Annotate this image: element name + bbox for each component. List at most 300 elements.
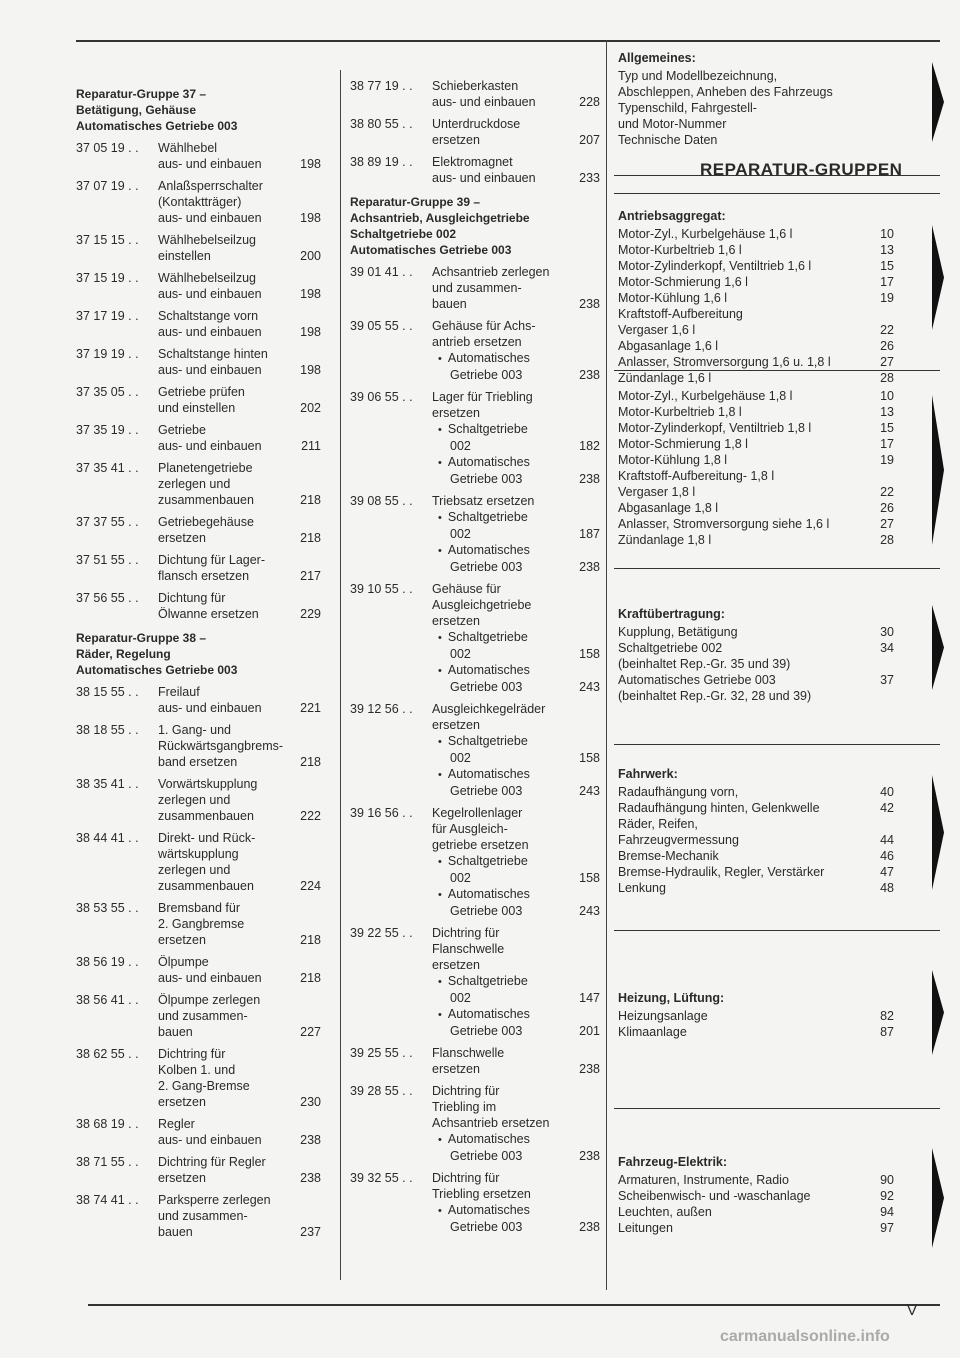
description-line	[158, 156, 321, 172]
page-ref: 218	[300, 933, 321, 947]
description-text: Dichtring für Regler	[158, 1155, 266, 1169]
rule-antrieb-top	[614, 193, 940, 194]
description-line	[432, 853, 600, 870]
section-row-label: Armaturen, Instrumente, Radio	[618, 1173, 789, 1187]
repair-code: 37 15 15 . .	[76, 233, 139, 247]
description-line	[158, 362, 321, 378]
repair-code: 38 56 19 . .	[76, 955, 139, 969]
reparatur-gruppen-title: REPARATUR-GRUPPEN	[700, 160, 903, 179]
description-line	[158, 606, 321, 622]
group-heading-line: Betätigung, Gehäuse	[76, 103, 197, 117]
section-row	[618, 436, 894, 452]
repair-entry	[350, 1083, 600, 1164]
section-row	[618, 1172, 894, 1188]
page-ref: 243	[579, 904, 600, 918]
description-line	[432, 629, 600, 646]
repair-description	[158, 1192, 321, 1240]
description-line	[432, 679, 600, 695]
description-line	[158, 1192, 321, 1208]
description-text: Parksperre zerlegen	[158, 1193, 271, 1207]
description-line	[158, 1062, 321, 1078]
section-line: Abschleppen, Anheben des Fahrzeugs	[618, 85, 833, 99]
tab-marker-fahrwerk	[932, 775, 944, 890]
description-line	[158, 1170, 321, 1186]
description-text: Ölpumpe	[158, 955, 209, 969]
repair-entry	[76, 232, 321, 264]
section-antrieb	[618, 208, 894, 386]
bullet-item: • Automatisches	[432, 1006, 530, 1023]
section-row-page: 30	[880, 625, 894, 639]
section-row-label: Leitungen	[618, 1221, 673, 1235]
description-line	[432, 438, 600, 454]
repair-description	[158, 684, 321, 716]
description-line	[158, 970, 321, 986]
group-heading-line: Reparatur-Gruppe 37 –	[76, 87, 207, 101]
bullet-item: • Automatisches	[432, 1202, 530, 1219]
description-text: aus- und einbauen	[432, 95, 536, 109]
repair-code: 38 44 41 . .	[76, 831, 139, 845]
description-line	[432, 1061, 600, 1077]
repair-code: 37 07 19 . .	[76, 179, 139, 193]
repair-entry	[76, 270, 321, 302]
page-ref: 221	[300, 701, 321, 715]
repair-code: 39 32 55 . .	[350, 1171, 413, 1185]
repair-description	[432, 389, 600, 487]
column-divider	[340, 70, 341, 1280]
description-text: Getriebe 003	[450, 904, 523, 918]
description-line	[432, 886, 600, 903]
section-row-label: Räder, Reifen,	[618, 817, 698, 831]
repair-entry	[76, 460, 321, 508]
description-line	[158, 210, 321, 226]
repair-code: 37 05 19 . .	[76, 141, 139, 155]
description-line	[432, 1115, 600, 1131]
repair-description	[158, 590, 321, 622]
repair-code: 37 15 19 . .	[76, 271, 139, 285]
section-row	[618, 816, 894, 832]
section-row-label: Motor-Kurbeltrieb 1,8 l	[618, 405, 742, 419]
description-line	[158, 932, 321, 948]
rule-elektrik-top	[614, 1108, 940, 1109]
section-row-page: 27	[880, 517, 894, 531]
description-line	[158, 1094, 321, 1110]
description-text: Getriebe 003	[450, 784, 523, 798]
page-ref: 217	[300, 569, 321, 583]
section-row-page: 13	[880, 405, 894, 419]
repair-entry	[350, 116, 600, 148]
description-text: Getriebe 003	[450, 560, 523, 574]
description-text: und zusammen-	[432, 281, 522, 295]
description-line	[432, 613, 600, 629]
description-line	[158, 722, 321, 738]
repair-description	[158, 140, 321, 172]
description-line	[158, 270, 321, 286]
page-ref: 218	[300, 971, 321, 985]
description-line	[432, 471, 600, 487]
description-line	[432, 662, 600, 679]
description-text: zusammenbauen	[158, 493, 254, 507]
repair-code: 38 56 41 . .	[76, 993, 139, 1007]
repair-code: 39 08 55 . .	[350, 494, 413, 508]
description-text: Wählhebelseilzug	[158, 271, 256, 285]
repair-code: 39 16 56 . .	[350, 806, 413, 820]
description-line	[158, 792, 321, 808]
description-line	[432, 973, 600, 990]
description-line	[432, 559, 600, 575]
section-row-page: 26	[880, 501, 894, 515]
page-ref: 201	[579, 1024, 600, 1038]
bullet-item: • Schaltgetriebe	[432, 421, 528, 438]
repair-description	[432, 264, 600, 312]
section-row-label: Vergaser 1,6 l	[618, 323, 696, 337]
page-ref: 200	[300, 249, 321, 263]
repair-description	[432, 701, 600, 799]
section-row-label: Abgasanlage 1,8 l	[618, 501, 719, 515]
section-row-page: 40	[880, 785, 894, 799]
description-line	[432, 1170, 600, 1186]
section-heading: Allgemeines:	[618, 51, 696, 65]
repair-description	[158, 722, 321, 770]
section-row	[618, 388, 894, 404]
repair-entry	[76, 422, 321, 454]
section-row-label: (beinhaltet Rep.-Gr. 32, 28 und 39)	[618, 689, 812, 703]
description-line	[432, 1131, 600, 1148]
description-line	[432, 597, 600, 613]
section-row-page: 28	[880, 371, 894, 385]
description-text: Kegelrollenlager	[432, 806, 523, 820]
description-line	[432, 318, 600, 334]
bullet-item: • Automatisches	[432, 886, 530, 903]
section-row-page: 15	[880, 421, 894, 435]
repair-code: 37 19 19 . .	[76, 347, 139, 361]
section-row-label: Heizungsanlage	[618, 1009, 708, 1023]
page-ref: 238	[579, 472, 600, 486]
repair-entry	[76, 992, 321, 1040]
repair-description	[432, 493, 600, 575]
repair-description	[158, 514, 321, 546]
description-text: und einstellen	[158, 401, 236, 415]
repair-description	[158, 1154, 321, 1186]
description-text: getriebe ersetzen	[432, 838, 529, 852]
section-row	[618, 242, 894, 258]
description-line	[432, 1186, 600, 1202]
description-line	[158, 900, 321, 916]
section-row	[618, 354, 894, 370]
section-row	[618, 274, 894, 290]
description-text: aus- und einbauen	[158, 701, 262, 715]
description-text: 002	[450, 871, 471, 885]
repair-code: 39 06 55 . .	[350, 390, 413, 404]
group-heading-line: Räder, Regelung	[76, 647, 171, 661]
description-line	[158, 194, 321, 210]
description-text: Achsantrieb ersetzen	[432, 1116, 550, 1130]
description-line	[158, 568, 321, 584]
section-heading: Heizung, Lüftung:	[618, 991, 725, 1005]
description-line	[158, 1008, 321, 1024]
repair-description	[158, 1046, 321, 1110]
repair-description	[158, 1116, 321, 1148]
group-heading-line: Automatisches Getriebe 003	[76, 663, 238, 677]
section-row	[618, 306, 894, 322]
description-text: Unterdruckdose	[432, 117, 521, 131]
repair-description	[432, 154, 600, 186]
description-text: und zusammen-	[158, 1009, 248, 1023]
column-middle	[350, 78, 600, 1241]
repair-entry	[76, 308, 321, 340]
description-line	[432, 990, 600, 1006]
description-text: 002	[450, 527, 471, 541]
repair-entry	[350, 78, 600, 110]
section-fahrwerk	[618, 766, 894, 896]
description-line	[432, 701, 600, 717]
repair-description	[432, 581, 600, 695]
bullet-item: • Schaltgetriebe	[432, 629, 528, 646]
description-text: Schaltstange vorn	[158, 309, 259, 323]
section-row	[618, 784, 894, 800]
section-row	[618, 688, 894, 704]
description-text: (Kontaktträger)	[158, 195, 242, 209]
description-line	[432, 1045, 600, 1061]
description-text: Bremsband für	[158, 901, 240, 915]
description-text: aus- und einbauen	[158, 363, 262, 377]
description-line	[432, 454, 600, 471]
description-text: Triebling im	[432, 1100, 497, 1114]
section-row-page: 22	[880, 323, 894, 337]
section-row	[618, 1008, 894, 1024]
description-text: ersetzen	[432, 133, 480, 147]
repair-code: 38 15 55 . .	[76, 685, 139, 699]
page-ref: 227	[300, 1025, 321, 1039]
repair-code: 37 37 55 . .	[76, 515, 139, 529]
description-text: band ersetzen	[158, 755, 238, 769]
description-text: Wählhebel	[158, 141, 218, 155]
repair-entry	[350, 493, 600, 575]
section-line: Typ und Modellbezeichnung,	[618, 69, 778, 83]
repair-entry	[350, 1170, 600, 1235]
description-line	[158, 590, 321, 606]
section-row-page: 22	[880, 485, 894, 499]
repair-code: 38 74 41 . .	[76, 1193, 139, 1207]
description-text: bauen	[432, 297, 467, 311]
bullet-item: • Schaltgetriebe	[432, 733, 528, 750]
description-line	[432, 509, 600, 526]
repair-code: 37 35 05 . .	[76, 385, 139, 399]
description-line	[432, 717, 600, 733]
description-text: Planetengetriebe	[158, 461, 253, 475]
repair-entry	[76, 1154, 321, 1186]
repair-description	[158, 308, 321, 340]
section-row-label: Motor-Kühlung 1,6 l	[618, 291, 728, 305]
repair-entry	[76, 1046, 321, 1110]
description-text: aus- und einbauen	[158, 287, 262, 301]
section-row-label: Vergaser 1,8 l	[618, 485, 696, 499]
description-text: Ausgleichgetriebe	[432, 598, 532, 612]
description-line	[432, 264, 600, 280]
description-line	[432, 1148, 600, 1164]
repair-code: 39 28 55 . .	[350, 1084, 413, 1098]
description-line	[432, 837, 600, 853]
section-row	[618, 484, 894, 500]
page-ref: 182	[579, 439, 600, 453]
top-rule	[76, 40, 940, 42]
repair-description	[158, 178, 321, 226]
section-row-label: Motor-Zylinderkopf, Ventiltrieb 1,6 l	[618, 259, 812, 273]
description-text: ersetzen	[158, 933, 206, 947]
repair-entry	[76, 1116, 321, 1148]
repair-description	[158, 270, 321, 302]
page-ref: 238	[579, 1220, 600, 1234]
page-ref: 202	[300, 401, 321, 415]
page-ref: 243	[579, 680, 600, 694]
rule-heizung-top	[614, 930, 940, 931]
description-text: ersetzen	[432, 958, 480, 972]
description-text: aus- und einbauen	[158, 211, 262, 225]
group-heading	[76, 630, 321, 678]
description-line	[158, 422, 321, 438]
section-row	[618, 404, 894, 420]
description-text: Rückwärtsgangbrems-	[158, 739, 284, 753]
section-row	[618, 322, 894, 338]
section-row-page: 94	[880, 1205, 894, 1219]
repair-code: 37 35 19 . .	[76, 423, 139, 437]
section-row-page: 47	[880, 865, 894, 879]
section-row-label: Anlasser, Stromversorgung 1,6 u. 1,8 l	[618, 355, 831, 369]
description-line	[432, 542, 600, 559]
repair-entry	[350, 1045, 600, 1077]
bullet-item: • Automatisches	[432, 1131, 530, 1148]
bullet-item: • Automatisches	[432, 542, 530, 559]
page-ref: 198	[300, 287, 321, 301]
description-text: zusammenbauen	[158, 809, 254, 823]
repair-description	[158, 830, 321, 894]
description-text: 1. Gang- und	[158, 723, 231, 737]
section-row	[618, 338, 894, 354]
repair-description	[432, 1170, 600, 1235]
section-row-page: 19	[880, 291, 894, 305]
description-text: Dichtring für	[432, 1084, 500, 1098]
description-line	[432, 296, 600, 312]
description-text: Dichtring für	[158, 1047, 226, 1061]
repair-description	[432, 116, 600, 148]
description-text: ersetzen	[158, 531, 206, 545]
description-line	[432, 766, 600, 783]
description-text: Ausgleichkegelräder	[432, 702, 546, 716]
section-allgemeines	[618, 50, 894, 148]
page-ref: 187	[579, 527, 600, 541]
description-text: aus- und einbauen	[158, 971, 262, 985]
description-line	[432, 493, 600, 509]
section-row-page: 19	[880, 453, 894, 467]
description-line	[432, 925, 600, 941]
description-text: zerlegen und	[158, 863, 231, 877]
section-row-page: 92	[880, 1189, 894, 1203]
section-row	[618, 258, 894, 274]
bullet-item: • Automatisches	[432, 350, 530, 367]
repair-description	[432, 1045, 600, 1077]
repair-description	[432, 78, 600, 110]
section-row-label: Kupplung, Betätigung	[618, 625, 738, 639]
repair-entry	[350, 154, 600, 186]
description-text: Flanschwelle	[432, 1046, 505, 1060]
description-text: Achsantrieb zerlegen	[432, 265, 550, 279]
section-line: Technische Daten	[618, 133, 718, 147]
description-text: zerlegen und	[158, 793, 231, 807]
section-row-page: 37	[880, 673, 894, 687]
repair-code: 38 68 19 . .	[76, 1117, 139, 1131]
section-row	[618, 832, 894, 848]
description-line	[432, 581, 600, 597]
description-line	[432, 280, 600, 296]
repair-entry	[76, 178, 321, 226]
description-line	[158, 1154, 321, 1170]
page-ref: 230	[300, 1095, 321, 1109]
section-row-page: 42	[880, 801, 894, 815]
description-line	[432, 421, 600, 438]
description-text: für Ausgleich-	[432, 822, 508, 836]
description-line	[432, 1202, 600, 1219]
description-line	[432, 957, 600, 973]
description-text: Lager für Triebling	[432, 390, 533, 404]
description-text: Triebsatz ersetzen	[432, 494, 535, 508]
section-row	[618, 800, 894, 816]
description-text: Getriebe prüfen	[158, 385, 245, 399]
description-line	[158, 384, 321, 400]
description-line	[158, 476, 321, 492]
bullet-item: • Schaltgetriebe	[432, 853, 528, 870]
page-ref: 198	[300, 211, 321, 225]
page-ref: 218	[300, 755, 321, 769]
description-text: bauen	[158, 1225, 193, 1239]
group-heading-line: Achsantrieb, Ausgleichgetriebe	[350, 211, 530, 225]
description-line	[158, 1132, 321, 1148]
description-line	[432, 1083, 600, 1099]
description-text: Direkt- und Rück-	[158, 831, 256, 845]
section-row-label: Radaufhängung hinten, Gelenkwelle	[618, 801, 820, 815]
description-line	[432, 903, 600, 919]
repair-description	[432, 925, 600, 1039]
description-text: Schieberkasten	[432, 79, 519, 93]
description-text: 2. Gangbremse	[158, 917, 245, 931]
description-line	[432, 405, 600, 421]
section-row-label: Kraftstoff-Aufbereitung- 1,8 l	[618, 469, 775, 483]
tab-marker-motor18	[932, 395, 944, 545]
repair-code: 38 89 19 . .	[350, 155, 413, 169]
repair-description	[158, 422, 321, 454]
description-line	[158, 684, 321, 700]
section-row-label: Schaltgetriebe 002	[618, 641, 723, 655]
page-ref: 237	[300, 1225, 321, 1239]
description-line	[158, 1224, 321, 1240]
repair-code: 37 51 55 . .	[76, 553, 139, 567]
sidebar-divider	[606, 40, 607, 1290]
description-text: ersetzen	[432, 718, 480, 732]
section-row-label: Motor-Schmierung 1,6 l	[618, 275, 748, 289]
section-row-label: Scheibenwisch- und -waschanlage	[618, 1189, 811, 1203]
description-text: Getriebe 003	[450, 1024, 523, 1038]
repair-entry	[76, 684, 321, 716]
description-text: aus- und einbauen	[158, 439, 262, 453]
section-row-label: Motor-Schmierung 1,8 l	[618, 437, 748, 451]
section-heading: Antriebsaggregat:	[618, 209, 726, 223]
section-row	[618, 848, 894, 864]
description-line	[432, 526, 600, 542]
description-text: wärtskupplung	[158, 847, 239, 861]
description-text: Getriebe 003	[450, 680, 523, 694]
page-number: V	[907, 1302, 918, 1319]
repair-entry	[76, 140, 321, 172]
repair-code: 39 01 41 . .	[350, 265, 413, 279]
description-text: Dichtung für Lager-	[158, 553, 266, 567]
